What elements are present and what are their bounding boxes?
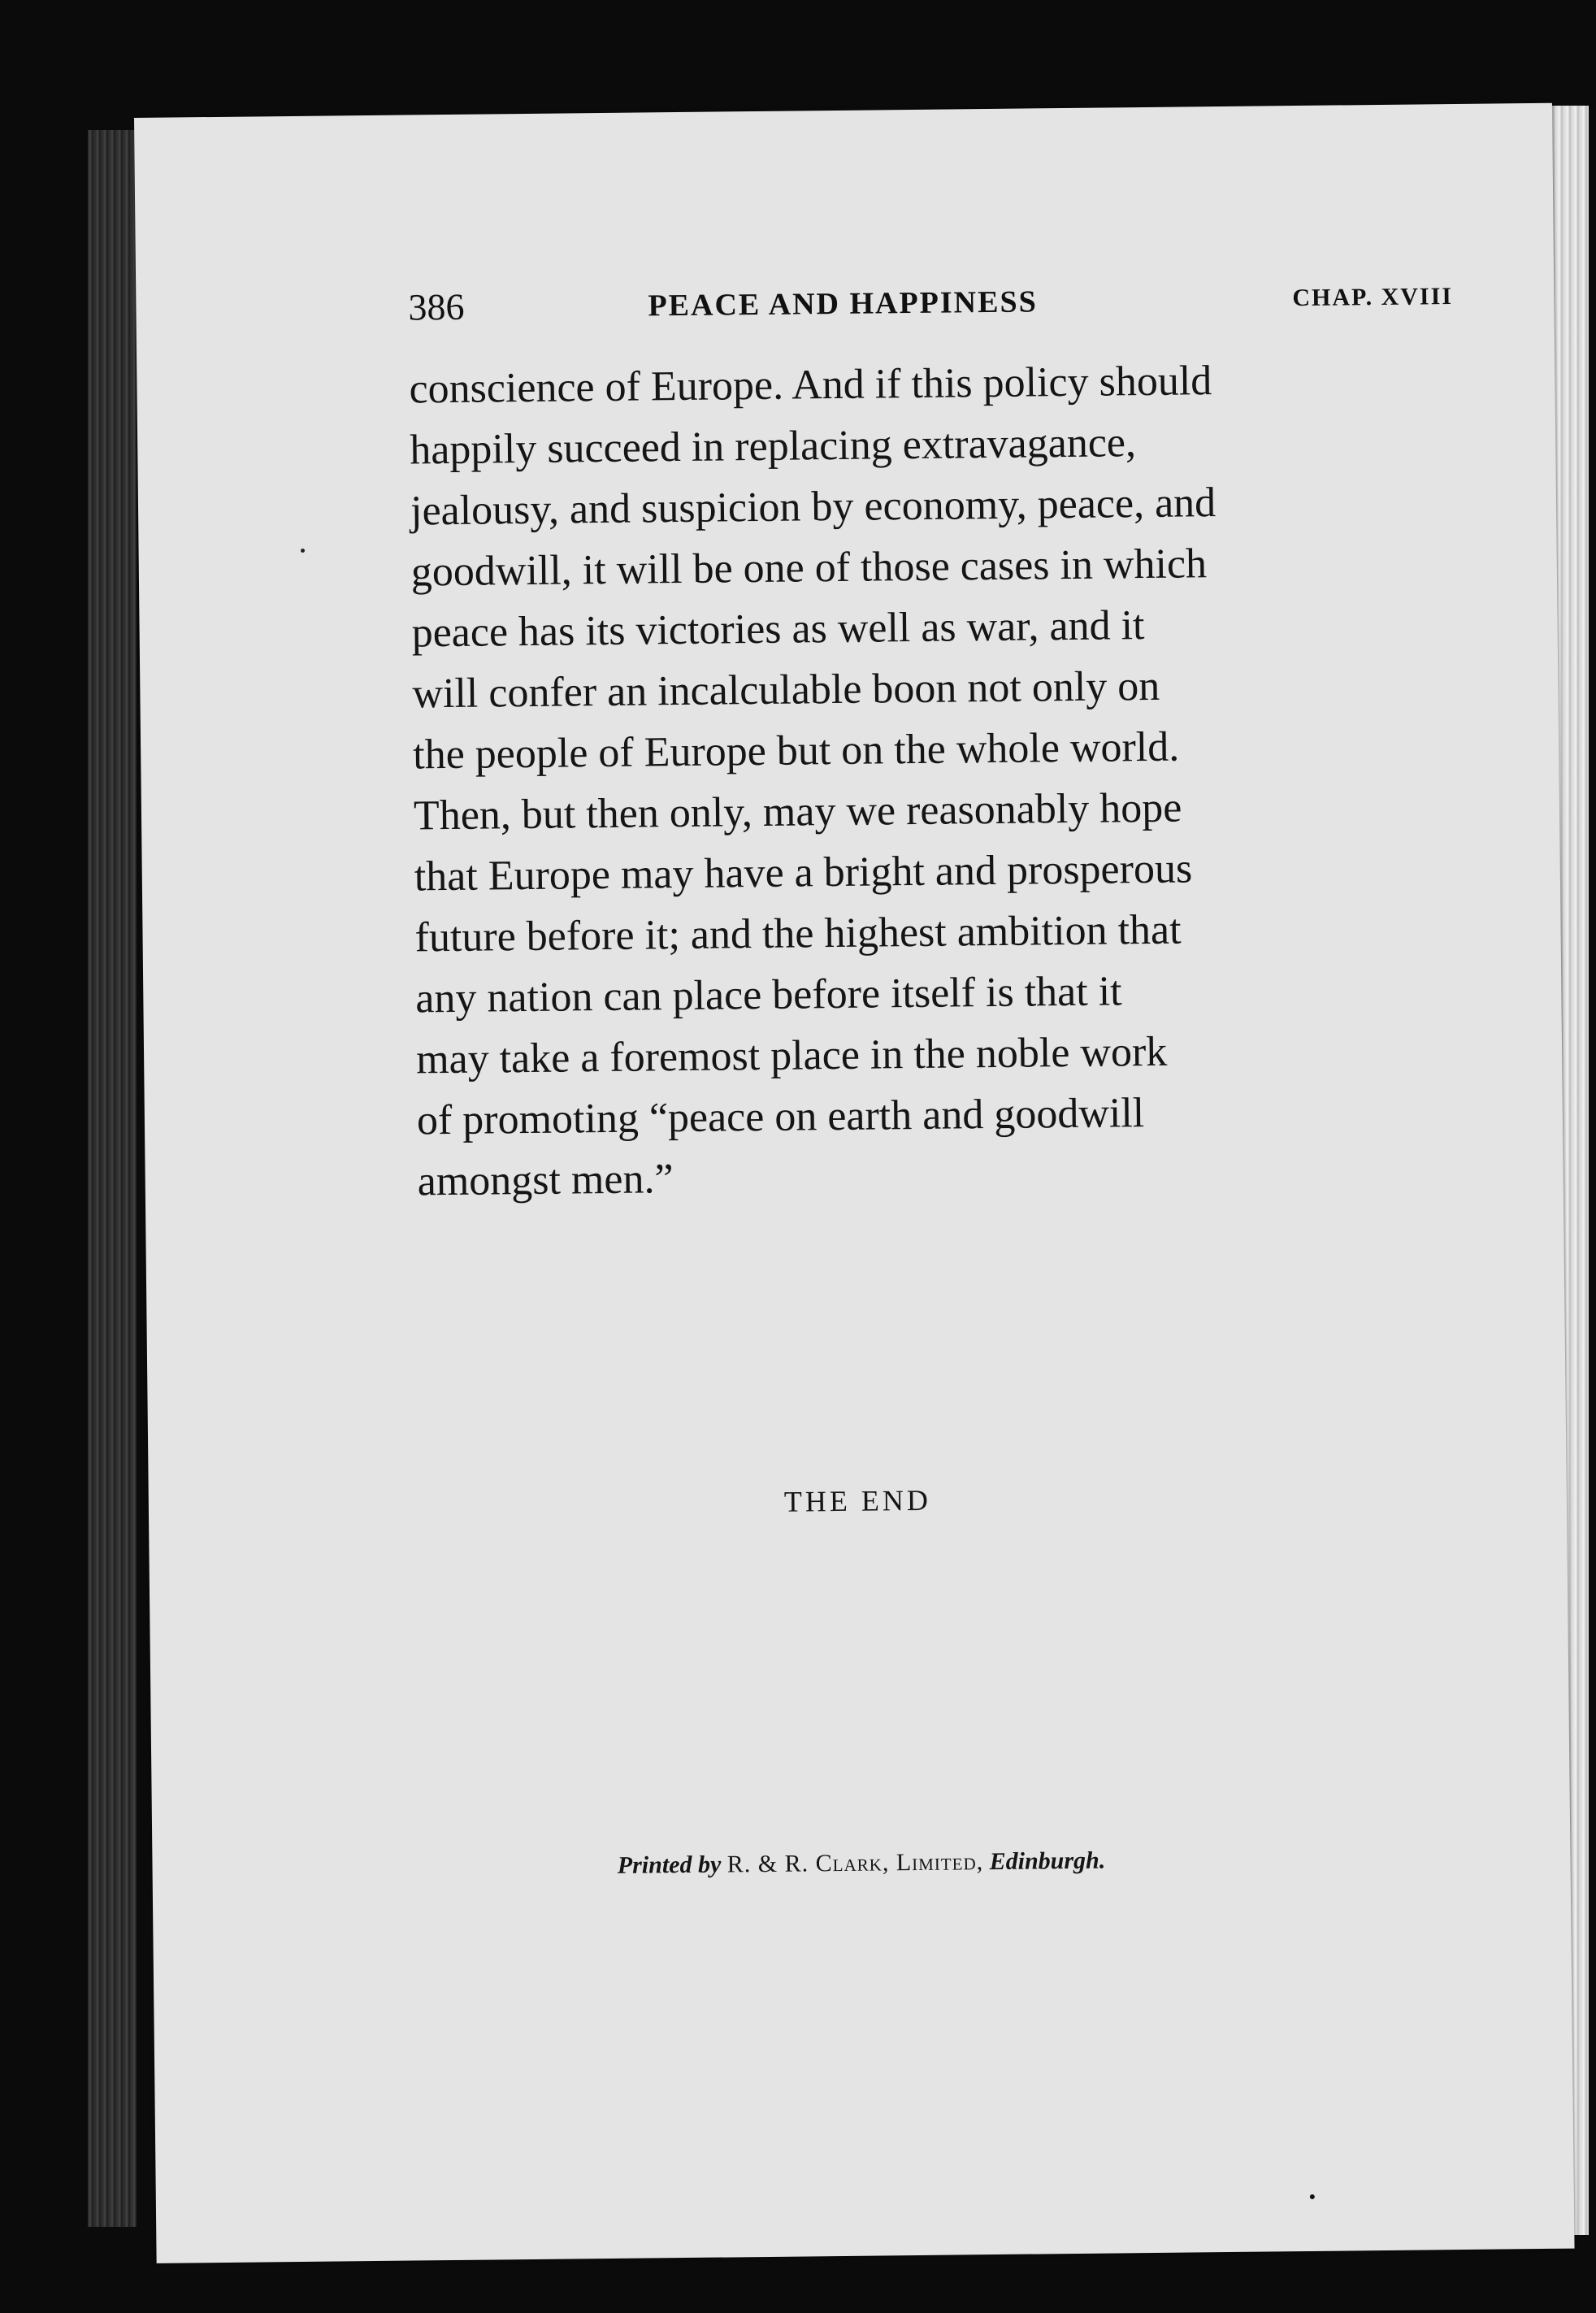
body-line: amongst men.” bbox=[417, 1156, 674, 1205]
book-page bbox=[134, 103, 1575, 2263]
dust-speck bbox=[1310, 2194, 1315, 2199]
body-line: peace has its victories as well as war, and it bbox=[411, 602, 1145, 657]
body-line: the people of Europe but on the whole world. bbox=[412, 723, 1180, 779]
printer-place: Edinburgh. bbox=[989, 1846, 1106, 1876]
body-line: any nation can place before itself is that it bbox=[415, 968, 1122, 1022]
chapter-label: CHAP. XVIII bbox=[1292, 283, 1454, 312]
body-line: Then, but then only, may we reasonably hope bbox=[413, 784, 1182, 840]
page-header bbox=[408, 275, 1465, 343]
body-text bbox=[409, 349, 1344, 1213]
printer-name: R. & R. Clark, Limited, bbox=[726, 1848, 984, 1878]
printer-imprint bbox=[152, 1842, 1570, 1885]
dust-speck bbox=[301, 549, 305, 553]
book-spine-edge bbox=[88, 130, 137, 2227]
body-line: conscience of Europe. And if this policy should bbox=[409, 358, 1212, 413]
printer-prefix: Printed by bbox=[617, 1851, 722, 1879]
body-line: happily succeed in replacing extravagance, bbox=[410, 419, 1137, 474]
body-line: may take a foremost place in the noble work bbox=[415, 1028, 1168, 1083]
body-line: future before it; and the highest ambition that bbox=[414, 906, 1182, 961]
body-line: will confer an incalculable boon not only on bbox=[412, 662, 1160, 718]
body-line: that Europe may have a bright and prosperous bbox=[414, 845, 1193, 900]
page-number: 386 bbox=[408, 285, 465, 328]
body-line: jealousy, and suspicion by economy, peace, and bbox=[410, 480, 1217, 535]
the-end-heading: THE END bbox=[783, 1483, 932, 1518]
body-line: goodwill, it will be one of those cases in which bbox=[410, 540, 1208, 596]
running-title: PEACE AND HAPPINESS bbox=[648, 284, 1038, 323]
body-line: of promoting “peace on earth and goodwill bbox=[416, 1090, 1145, 1144]
